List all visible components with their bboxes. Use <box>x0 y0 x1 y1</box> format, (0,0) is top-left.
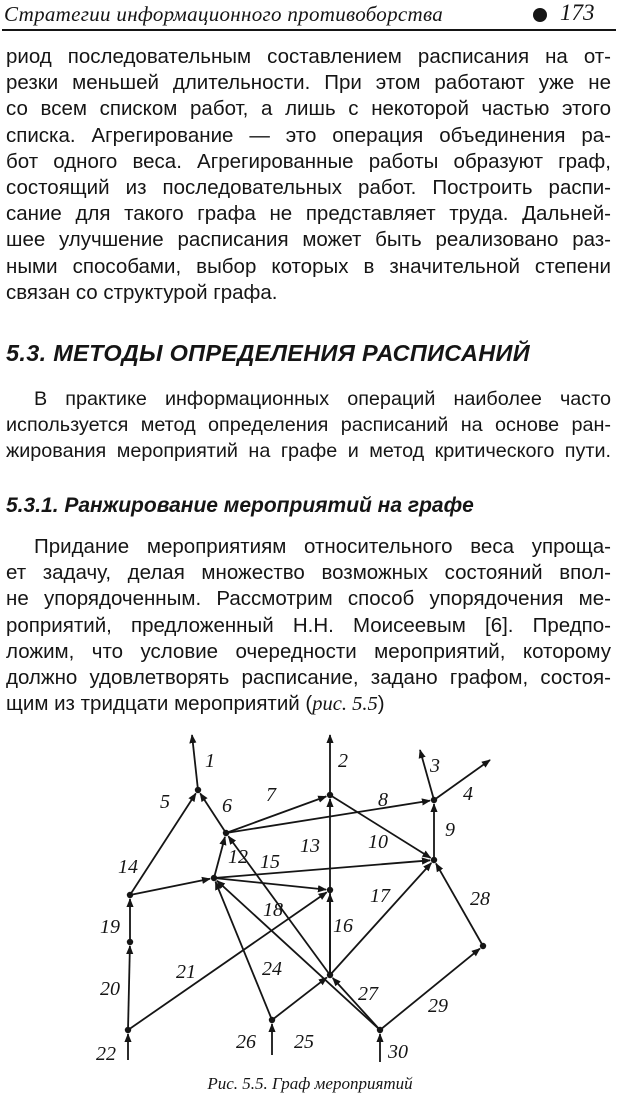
paragraph-3 <box>6 534 611 717</box>
page-number: 173 <box>560 0 595 25</box>
graph-node <box>327 887 333 893</box>
edge-activity-4 <box>434 760 490 800</box>
graph-node <box>127 892 133 898</box>
paragraph-2 <box>6 386 611 465</box>
activity-label-22: 22 <box>96 1043 116 1065</box>
activity-label-27: 27 <box>358 983 378 1005</box>
activity-label-18: 18 <box>263 899 283 921</box>
activity-label-25: 25 <box>294 1031 314 1053</box>
graph-node <box>327 972 333 978</box>
header-divider <box>2 29 616 31</box>
activity-label-19: 19 <box>100 916 120 938</box>
text-line: Придание мероприятиям относительного веса упрощa- <box>34 535 611 558</box>
edge-dependency <box>217 881 380 1030</box>
text-line: риод последовательным составлением расписания на от- <box>6 45 611 68</box>
activity-label-20: 20 <box>100 978 120 1000</box>
text-line: жирования мероприятий на графе и метод критического пути. <box>6 440 611 463</box>
edge-activity-7 <box>226 796 326 833</box>
text-line: не упорядоченным. Рассмотрим способ упорядочения ме- <box>6 587 611 611</box>
graph-node <box>127 939 133 945</box>
text-line: ложим, что условие очередности мероприятий, которому <box>6 639 611 663</box>
edge-activity-18 <box>214 878 326 890</box>
edge-activity-29 <box>380 949 480 1030</box>
activity-label-3: 3 <box>430 755 440 777</box>
graph-node <box>211 875 217 881</box>
activity-label-29: 29 <box>428 995 448 1017</box>
graph-node <box>431 857 437 863</box>
text-line: В практике информационных операций наиболее часто <box>34 388 611 410</box>
activity-graph <box>0 722 620 1070</box>
edge-activity-14 <box>130 879 210 895</box>
text-fragment: ) <box>377 692 385 716</box>
graph-node <box>195 787 201 793</box>
activity-label-17: 17 <box>370 885 390 907</box>
activity-label-28: 28 <box>470 888 490 910</box>
paragraph-1 <box>6 44 611 306</box>
activity-label-24: 24 <box>262 958 282 980</box>
graph-node <box>269 1017 275 1023</box>
graph-node <box>431 797 437 803</box>
activity-label-4: 4 <box>463 783 473 805</box>
edge-activity-1 <box>192 735 198 790</box>
text-line: бот одного веса. Агрегированные работы образуют граф, <box>6 149 611 173</box>
graph-node <box>377 1027 383 1033</box>
text-line: связан со структурой графа. <box>6 280 278 304</box>
figure-caption: Рис. 5.5. Граф мероприятий <box>207 1074 413 1093</box>
edge-activity-8 <box>226 801 430 833</box>
text-line: резки меньшей длительности. При этом работают уже не <box>6 71 611 95</box>
activity-label-2: 2 <box>338 750 348 772</box>
text-line: состоящий из последовательных работ. Построить распи- <box>6 175 611 199</box>
subsection-heading: 5.3.1. Ранжирование мероприятий на графе <box>6 494 474 517</box>
activity-label-16: 16 <box>333 915 353 937</box>
running-header <box>2 0 616 30</box>
text-line: со всем списком работ, а лишь с некоторой частью этого <box>6 97 611 121</box>
activity-label-6: 6 <box>222 795 232 817</box>
activity-label-13: 13 <box>300 835 320 857</box>
text-line: должно удовлетворять расписание, задано графом, состоя- <box>6 665 611 689</box>
text-line: ет задачу, делая множество возможных состояний впол- <box>6 561 611 585</box>
activity-label-26: 26 <box>236 1031 256 1053</box>
figure-reference: рис. 5.5 <box>312 693 378 716</box>
activity-label-12: 12 <box>228 846 248 868</box>
activity-label-10: 10 <box>368 831 388 853</box>
text-line <box>6 691 611 717</box>
text-line: используется метод определения расписаний на основе ран- <box>6 414 611 437</box>
graph-node <box>125 1027 131 1033</box>
section-heading: 5.3. МЕТОДЫ ОПРЕДЕЛЕНИЯ РАСПИСАНИЙ <box>6 340 530 366</box>
activity-graph-figure <box>0 722 620 1070</box>
activity-label-5: 5 <box>160 791 170 813</box>
text-line: шее улучшение расписания может быть реализовано раз- <box>6 228 611 252</box>
edge-activity-25 <box>272 977 327 1020</box>
activity-label-8: 8 <box>378 789 388 811</box>
graph-node <box>327 792 333 798</box>
graph-node <box>480 943 486 949</box>
text-line: списка. Агрегирование — это операция объединения ра- <box>6 123 611 147</box>
text-fragment: щим из тридцати мероприятий ( <box>6 692 313 716</box>
text-line: ными способами, выбор которых в значительной степени <box>6 254 611 278</box>
activity-label-7: 7 <box>266 784 276 806</box>
activity-label-21: 21 <box>176 961 196 983</box>
activity-label-1: 1 <box>205 750 215 772</box>
text-line: сание для такого графа не представляет труда. Дальней- <box>6 202 611 226</box>
text-line: роприятий, предложенный Н.Н. Моисеевым [6]. Предпо- <box>6 613 611 637</box>
activity-label-15: 15 <box>260 851 280 873</box>
activity-label-30: 30 <box>388 1041 408 1063</box>
activity-label-14: 14 <box>118 856 138 878</box>
bullet-icon <box>533 8 547 22</box>
edge-activity-12 <box>214 837 225 878</box>
edge-activity-20 <box>128 946 130 1030</box>
activity-label-9: 9 <box>445 819 455 841</box>
running-title: Стратегии информационного противоборства <box>4 2 444 26</box>
graph-node <box>223 830 229 836</box>
